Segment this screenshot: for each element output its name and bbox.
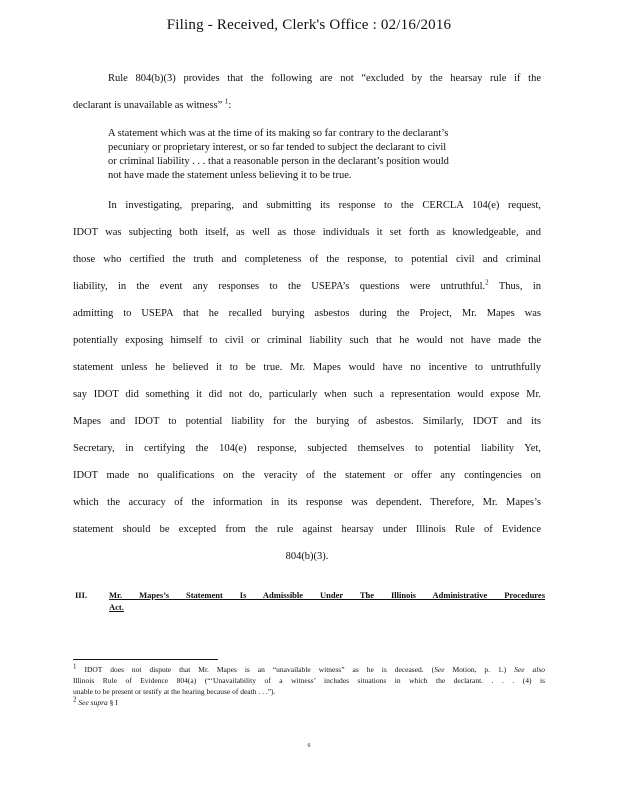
paragraph-line: IDOT was subjecting both itself, as well as those individuals it set forth as knowledgeable, and — [73, 227, 541, 238]
footnotes — [73, 664, 545, 708]
paragraph-line: statement should be excepted from the rule against hearsay under Illinois Rule of Evidence — [73, 524, 541, 535]
section-title-line-2: Act. — [109, 602, 124, 612]
paragraph-line: In investigating, preparing, and submitting its response to the CERCLA 104(e) request, — [108, 200, 541, 211]
page-number: 6 — [307, 743, 311, 749]
paragraph-line: say IDOT did something it did not do, particularly when such a representation would expose Mr. — [73, 389, 541, 400]
section-number: III. — [75, 590, 88, 600]
footnote-1-line-2: Illinois Rule of Evidence 804(a) (“‘Unavailability of a witness’ includes situations in which the declarant. . . . (4) is — [73, 676, 545, 685]
filing-header: Filing - Received, Clerk's Office : 02/16/2016 — [166, 17, 452, 33]
footnote-2: $^2$ See supra § I — [73, 695, 118, 707]
section-title-line-1: Mr. Mapes’s Statement Is Admissible Under The Illinois Administrative Procedures — [109, 590, 545, 600]
paragraph-line: which the accuracy of the information in its response was dependent. Therefore, Mr. Mapes’s — [73, 497, 541, 508]
quote-line: not have made the statement unless believing it to be true. — [108, 170, 352, 181]
quote-line: or criminal liability . . . that a reasonable person in the declarant’s position would — [108, 156, 449, 167]
intro-paragraph — [73, 65, 541, 119]
paragraph-line: statement unless he believed it to be true. Mr. Mapes would have no incentive to untruthfully — [73, 362, 541, 373]
paragraph-line: 804(b)(3). — [285, 551, 329, 562]
paragraph-line: Mapes and IDOT to potential liability for the burying of asbestos. Similarly, IDOT and its — [73, 416, 541, 427]
intro-line-2: declarant is unavailable as witness” $^1$: — [73, 97, 232, 111]
footnote-separator — [73, 659, 218, 660]
footnote-ref-2[interactable]: 2 — [485, 278, 489, 287]
footnote-ref-1[interactable]: 1 — [224, 97, 229, 106]
block-quote — [108, 127, 508, 183]
footnote-1-line-3: unable to be present or testify at the hearing because of death . . .”). — [73, 687, 276, 696]
quote-line: A statement which was at the time of its making so far contrary to the declarant’s — [108, 128, 449, 139]
paragraph-line: IDOT made no qualifications on the veracity of the statement or offer any contingencies on — [73, 470, 541, 481]
footnote-1-line-1: $^1$ IDOT does not dispute that Mr. Mapes is an “unavailable witness” as he is deceased. (See Motion, p. 1.) See also — [73, 662, 545, 674]
paragraph-line: those who certified the truth and completeness of the response, to potential civil and criminal — [73, 254, 541, 265]
paragraph-line: potentially exposing himself to civil or criminal liability such that he would not have made the — [73, 335, 541, 346]
main-paragraph — [73, 192, 541, 570]
quote-line: pecuniary or proprietary interest, or so far tended to subject the declarant to civil — [108, 142, 447, 153]
paragraph-line: admitting to USEPA that he recalled burying asbestos during the Project, Mr. Mapes was — [73, 308, 541, 319]
paragraph-line: Secretary, in certifying the 104(e) response, subjected themselves to potential liability Yet, — [73, 443, 541, 454]
intro-line-1: Rule 804(b)(3) provides that the following are not “excluded by the hearsay rule if the — [108, 73, 541, 84]
paragraph-line: liability, in the event any responses to the USEPA’s questions were untruthful.$^2$ Thus, in — [73, 278, 541, 292]
